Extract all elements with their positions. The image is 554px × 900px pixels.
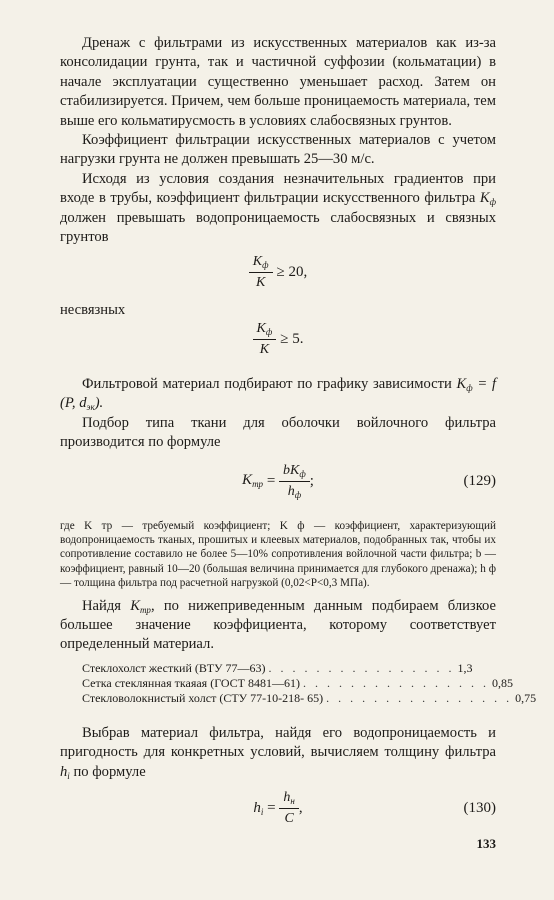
- paragraph-gradient-condition: [60, 170, 496, 248]
- paragraph-gradient-text-start: Исходя из условия создания незначительных градиентов при входе в трубы, коэффициент фильтрации искусственного фильтра: [60, 170, 496, 207]
- formula-129: $K_{тр}$ = $\frac{bK_ф}{h_ф}$ ; (129): [242, 462, 496, 500]
- symbol-kf: $K_ф$: [479, 190, 496, 208]
- paragraph-filtration-coefficient: Коэффициент фильтрации искусственных материалов с учетом нагрузки грунта не должен превышать 25—30 м/с.: [60, 132, 496, 168]
- fraction-kf-over-k: $\frac{K_ф}{K}$: [249, 254, 273, 291]
- formula-ratio-noncohesive: [60, 321, 496, 373]
- material-row: Стеклохолст жесткий (ВТУ 77—63) . . . . . . . . . . . . . . . . 1,3: [82, 660, 473, 675]
- symbol-ktr-inline: $K_{тр}$: [130, 597, 151, 615]
- paragraph-fabric-selection: Подбор типа ткани для оболочки войлочного фильтра производится по формуле: [60, 414, 496, 451]
- formula-130: $h_i$ = $\frac{h_н}{C}$ , (130): [253, 789, 496, 826]
- fraction-bkf-over-hf: $\frac{bK_ф}{h_ф}$: [279, 463, 310, 500]
- symbol-ktr: $K_{тр}$: [242, 472, 264, 490]
- equation-number-129: (129): [463, 472, 496, 489]
- fraction-kf-over-k-2: $\frac{K_ф}{K}$: [253, 321, 277, 358]
- relation-ge-5: ≥ 5.: [280, 330, 304, 347]
- paragraph-drainage: Дренаж с фильтрами из искусственных материалов как из-за консолидации грунта, так и частичной суффозии (кольматации) в начале эксплуатации существенно уменьшает расход. Затем он стабилизируется. Причем, чем больше проницаемость материала, тем выше его кольматирусмость в условиях слабосвязных грунтов.: [60, 35, 496, 129]
- paragraph-thickness: Выбрав материал фильтра, найдя его водопроницаемость и пригодность для конкретных условий, вычисляем толщину фильтра $h_i$ по формуле: [60, 724, 496, 781]
- symbol-hi: $h_i$: [60, 763, 70, 781]
- formula-kf-function: $K_ф = f$ (P, $d_{эк}$).: [60, 375, 497, 413]
- page-number: 133: [476, 836, 496, 851]
- materials-list: [82, 660, 537, 706]
- page-body: [60, 34, 537, 838]
- paragraph-noncohesive: несвязных: [60, 302, 126, 319]
- formula-ratio-cohesive: [60, 251, 496, 301]
- paragraph-filter-material: Фильтровой материал подбирают по графику зависимости $K_ф = f$ (P, $d_{эк}$).: [60, 375, 497, 413]
- material-row: Сетка стеклянная ткаяая (ГОСТ 8481—61) . . . . . . . . . . . . . . . . 0,85: [82, 675, 513, 690]
- relation-ge-20: ≥ 20,: [276, 264, 308, 281]
- material-row: Стекловолокнистый холст (СТУ 77-10-218- 65) . . . . . . . . . . . . . . . . 0,75: [82, 690, 537, 705]
- equation-number-130: (130): [463, 799, 496, 816]
- fraction-hn-over-c: $\frac{h_н}{C}$: [279, 790, 298, 827]
- paragraph-ktr-selection: Найдя $K_{тр}$, по нижеприведенным данным подбираем близкое большее значение коэффициента, которому соответствует определенный материал.: [60, 597, 496, 653]
- footnote-definitions: где K тр — требуемый коэффициент; K ф — коэффициент, характеризующий водопроницаемость тканых, прошитых и клеевых материалов, подобранных так, чтобы их сопротивление составило не более 5—10% сопротивления войлочной части фильтра; b — коэффициент, равный 10—20 (большая величина принимается для глубокого дренажа); h ф — толщина фильтра под расчетной нагрузкой (0,02<P<0,3 МПа).: [60, 519, 496, 590]
- paragraph-gradient-text-end: должен превышать водопроницаемость слабосвязных и связных грунтов: [60, 209, 496, 246]
